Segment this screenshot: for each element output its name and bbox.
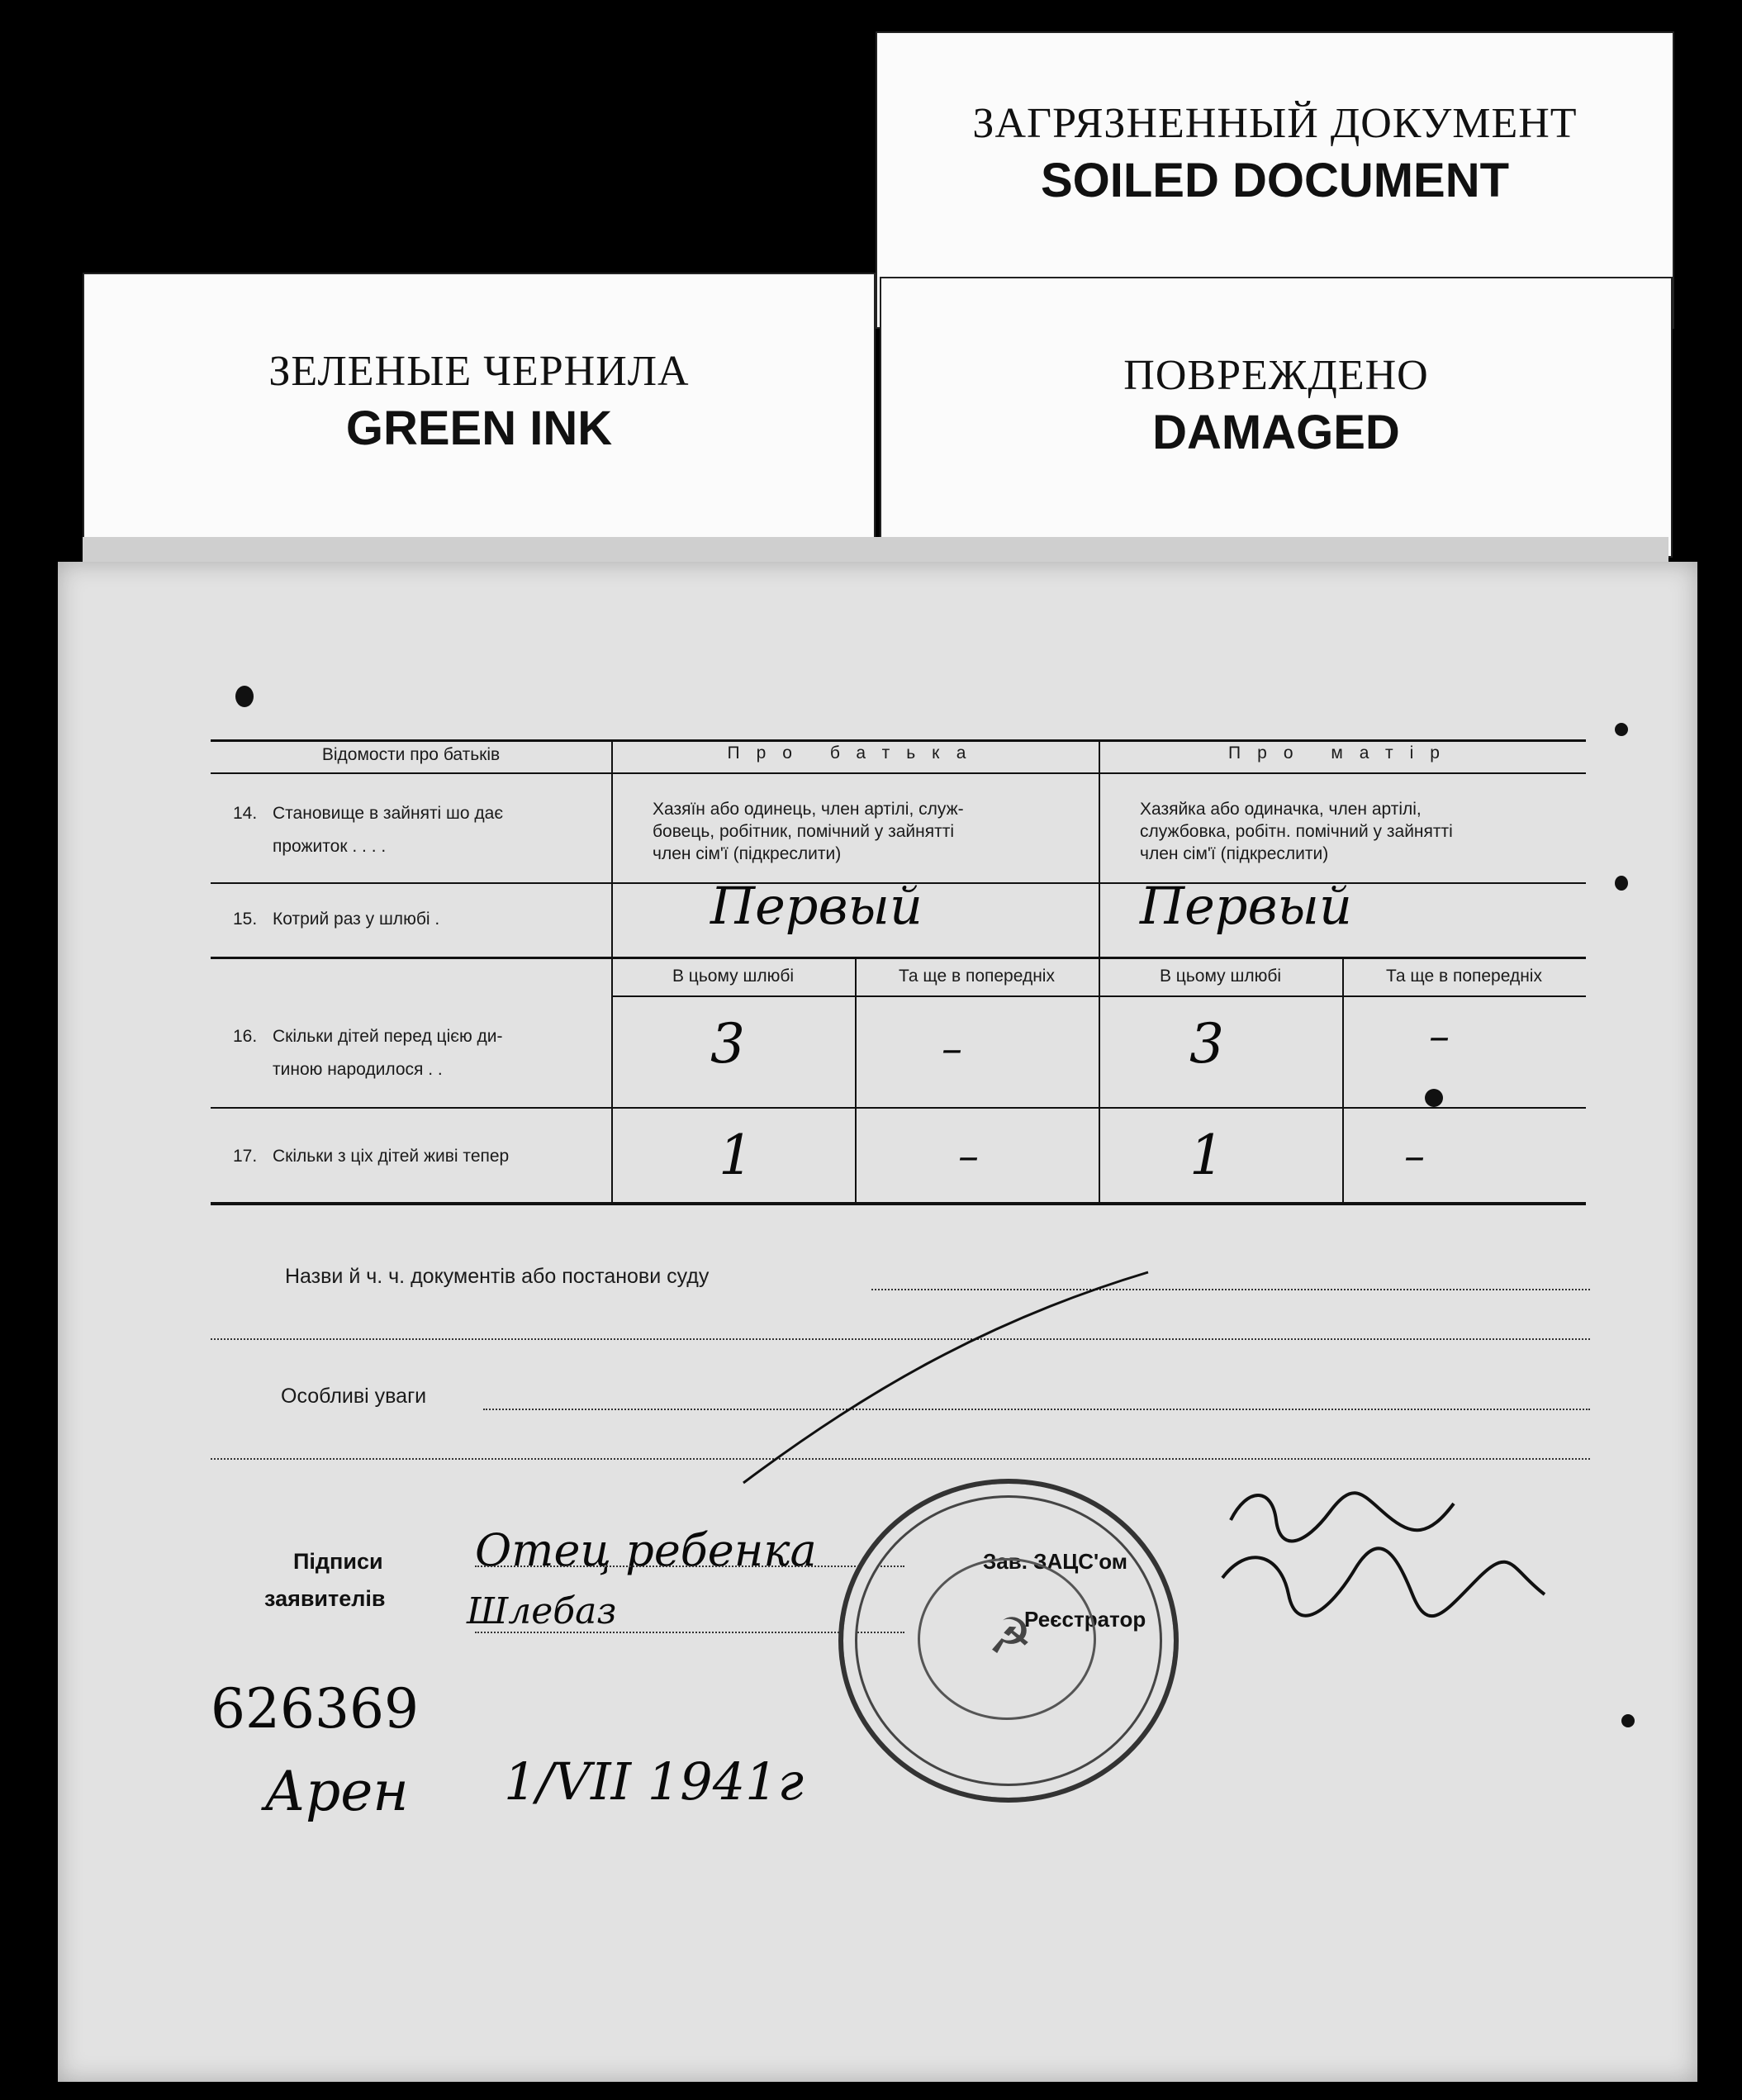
ink-blot xyxy=(1615,876,1628,891)
row14-label-line1: Становище в зайняті шо дає xyxy=(273,804,504,823)
damaged-tag-ru: ПОВРЕЖДЕНО xyxy=(1123,352,1429,399)
row16-father-this: 3 xyxy=(710,1012,745,1076)
cancellation-stroke xyxy=(735,1264,1165,1487)
row17-father-prev: – xyxy=(958,1132,979,1180)
ink-blot xyxy=(1621,1714,1635,1727)
subheader-mother-previous: Та ще в попередніх xyxy=(1386,967,1542,986)
row17-mother-this: 1 xyxy=(1189,1124,1224,1187)
row15-father-handwritten: Первый xyxy=(710,876,923,936)
row16-label-line2: тиною народилося . . xyxy=(273,1060,443,1079)
initials-note: Арен xyxy=(264,1760,409,1823)
subheader-father-this-marriage: В цьому шлюбі xyxy=(672,967,795,986)
table-bottom-rule xyxy=(211,1202,1586,1205)
signature-applicant-1: Отец ребенка xyxy=(475,1524,817,1576)
row16-father-prev: – xyxy=(942,1024,962,1072)
row15-number: 15. xyxy=(233,910,258,929)
date-note: 1/VII 1941г xyxy=(504,1751,804,1812)
subheader-father-previous: Та ще в попередніх xyxy=(899,967,1055,986)
row15-label: Котрий раз у шлюбі . xyxy=(273,910,440,929)
ink-blot xyxy=(235,686,254,707)
civil-record-form xyxy=(58,562,1697,2082)
row17-label: Скільки з ціх дітей живі тепер xyxy=(273,1147,510,1166)
soiled-tag-en: SOILED DOCUMENT xyxy=(1040,154,1510,207)
documents-label: Назви й ч. ч. документів або постанови суду xyxy=(285,1265,710,1288)
table-top-rule xyxy=(211,739,1586,742)
row14-label-line2: прожиток . . . . xyxy=(273,837,387,856)
green-ink-tag xyxy=(83,273,876,570)
registrar-label: Реєстратор xyxy=(1024,1607,1146,1632)
row16-rule xyxy=(211,1107,1586,1109)
row16-label-line1: Скільки дітей перед цією ди- xyxy=(273,1027,503,1046)
signatures-label-line1: Підписи xyxy=(293,1549,383,1574)
ink-blot xyxy=(1615,723,1628,736)
row14-father-line2: бовець, робітник, помічний у зайнятті xyxy=(653,822,955,841)
registrar-signature xyxy=(1198,1470,1594,1652)
row14-mother-line1: Хазяйка або одиначка, член артілі, xyxy=(1140,800,1422,819)
row15-mother-handwritten: Первый xyxy=(1140,876,1352,936)
row14-father-line1: Хазяїн або одинець, член артілі, служ- xyxy=(653,800,964,819)
signature-line-1 xyxy=(475,1565,904,1567)
remarks-label: Особливі уваги xyxy=(281,1385,427,1408)
header-father: Про батька xyxy=(727,744,983,763)
green-ink-tag-en: GREEN INK xyxy=(345,401,613,455)
row14-father-line3: член сім'ї (підкреслити) xyxy=(653,844,842,863)
damaged-tag-en: DAMAGED xyxy=(1152,406,1400,459)
col-divider-father-prev xyxy=(855,957,857,1204)
row14-number: 14. xyxy=(233,804,258,823)
signature-applicant-2: Шлебаз xyxy=(467,1590,617,1632)
header-parents-info: Відомости про батьків xyxy=(321,745,501,764)
row17-mother-prev: – xyxy=(1404,1132,1425,1180)
row14-mother-line2: службовка, робітн. помічний у зайнятті xyxy=(1140,822,1453,841)
row17-father-this: 1 xyxy=(719,1124,753,1187)
col-divider-mother-prev xyxy=(1342,957,1344,1204)
row14-mother-line3: член сім'ї (підкреслити) xyxy=(1140,844,1329,863)
row16-mother-this: 3 xyxy=(1189,1012,1224,1076)
soiled-tag-ru: ЗАГРЯЗНЕННЫЙ ДОКУМЕНТ xyxy=(972,100,1578,147)
header-mother: Про матір xyxy=(1228,744,1456,763)
table-header-rule xyxy=(211,772,1586,774)
record-number: 626369 xyxy=(211,1677,419,1741)
ink-blot xyxy=(1425,1089,1443,1107)
row17-number: 17. xyxy=(233,1147,258,1166)
row16-mother-prev: – xyxy=(1429,1012,1450,1060)
signatures-label-line2: заявителів xyxy=(264,1586,386,1611)
damaged-tag xyxy=(880,277,1673,558)
subheader-mother-this-marriage: В цьому шлюбі xyxy=(1159,967,1282,986)
official-seal xyxy=(838,1479,1179,1803)
row16-number: 16. xyxy=(233,1027,258,1046)
green-ink-tag-ru: ЗЕЛЕНЫЕ ЧЕРНИЛА xyxy=(268,348,690,395)
head-of-registry-label: Зав. ЗАЦС'ом xyxy=(983,1549,1127,1574)
hammer-sickle-icon: ☭ xyxy=(988,1608,1032,1664)
row15-rule xyxy=(211,957,1586,959)
